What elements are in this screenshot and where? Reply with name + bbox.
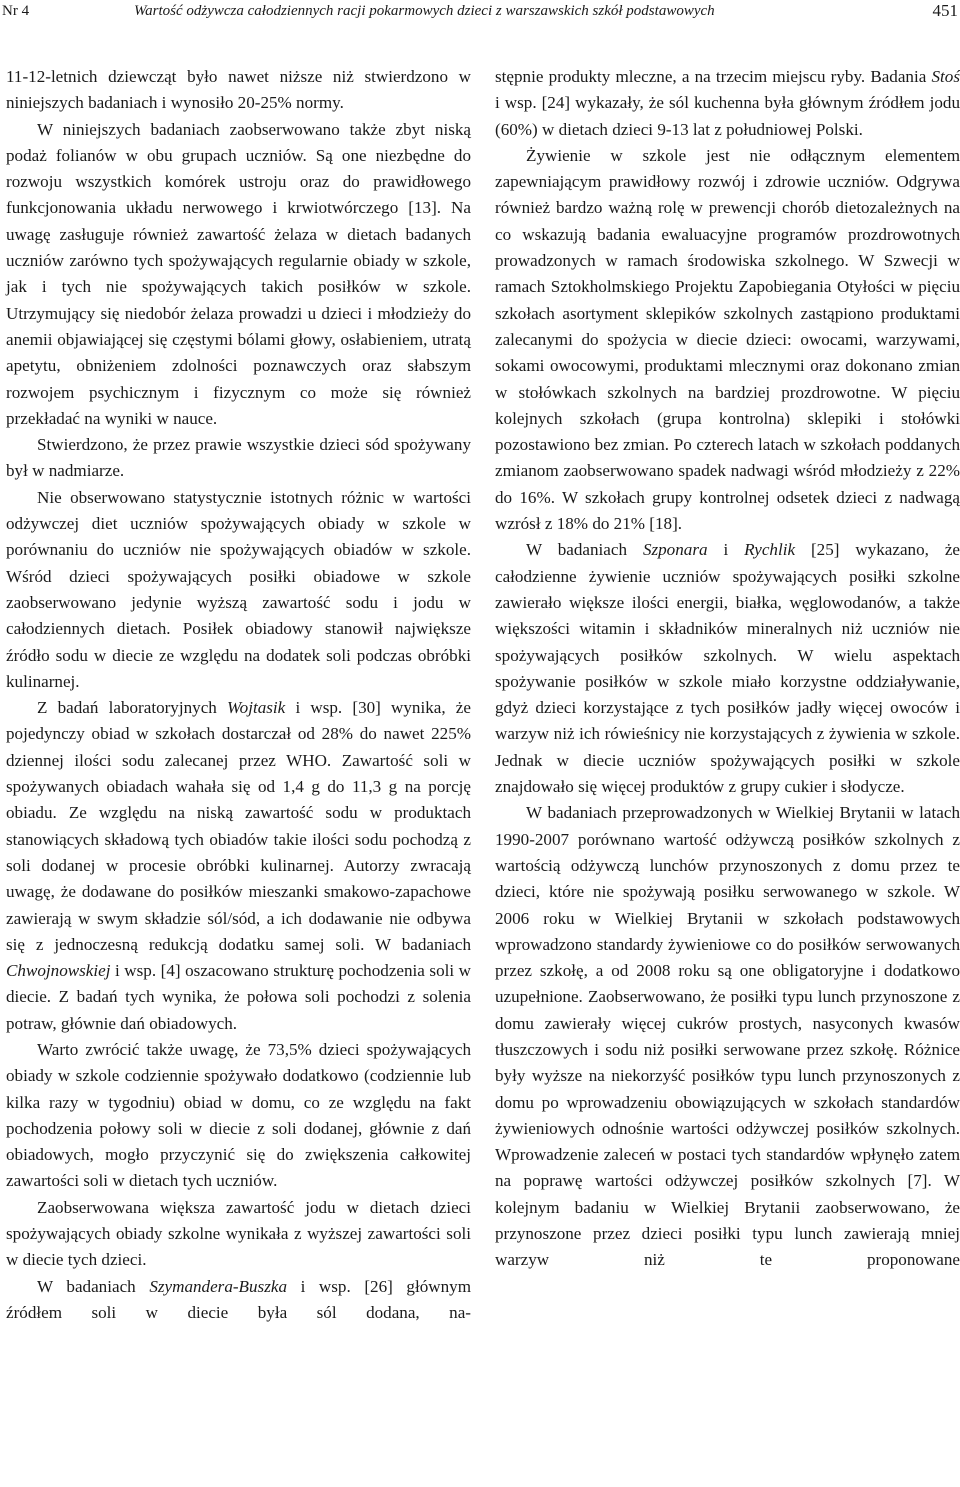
paragraph-text: i wsp. [4] oszacowano strukturę pochodzenia soli w diecie. Z badań tych wynika, że połowa soli pochodzi z solenia potraw, głównie dań obiadowych.: [6, 961, 471, 1033]
paragraph-text: Z badań laboratoryjnych: [37, 698, 228, 718]
author-citation: Stoś: [931, 67, 960, 86]
paragraph: [6, 695, 471, 1037]
page-header: [0, 0, 960, 22]
paragraph: [6, 1274, 471, 1327]
paragraph: Warto zwrócić także uwagę, że 73,5% dzieci spożywających obiady w szkole codziennie spożywało dodatkowo (codziennie lub kilka razy w tygodniu) obiad w domu, co ze względu na fakt pochodzenia połowy soli w diecie z soli dodanej, głównie z dań obiadowych, mogło przyczynić się do zwiększenia całkowitej zawartości soli w dietach tych uczniów.: [6, 1039, 471, 1191]
paragraph-text: stępnie produkty mleczne, a na trzecim miejscu ryby. Badania: [495, 67, 932, 86]
body-columns: [6, 64, 960, 1326]
page-number: 451: [932, 1, 958, 20]
author-citation: Szponara: [642, 540, 708, 560]
paragraph-text: i wsp. [30] wynika, że pojedynczy obiad w szkołach dostarczał od 28% do nawet 225% dziennej ilości sodu zalecanej przez WHO. Zawartość soli w spożywanych obiadach wahała się od 1,4 g do 11,3 g na porcję obiadu. Ze względu na niską zawartość sodu w produktach stanowiących składową tych obiadów takie ilości sodu pochodzą z soli dodanej w procesie obróbki kulinarnej. Autorzy zwracają uwagę, że dodawane do posiłków mieszanki smakowo-zapachowe zawierają w swym składzie sól/sód, a ich dodawanie nie odbywa się z jednoczesną redukcją dodatku samej soli. W badaniach: [6, 698, 471, 954]
paragraph-text: i wsp. [26] głównym źródłem soli w diecie była sól dodana, na-: [6, 1276, 471, 1322]
paragraph-text: [25] wykazano, że całodzienne żywienie uczniów spożywających posiłki szkolne zawierało większe ilości energii, białka, węglowodanów, a także większości witamin i składników mineralnych niż uczniów nie spożywających posiłków szkolnych. W wielu aspektach spożywanie posiłków w szkole miało korzystne oddziaływanie, gdyż dzieci korzystające z tych posiłków jadły więcej owoców i warzyw niż ich rówieśnicy nie korzystających z żywienia w szkole. Jednak w diecie uczniów spożywających posiłki w szkole znajdowało się więcej produktów z grupy cukier i słodycze.: [495, 540, 960, 797]
author-citation: Wojtasik: [227, 698, 286, 718]
paragraph-text: W badaniach: [526, 540, 643, 560]
author-citation: Szymandera-Buszka: [149, 1276, 287, 1296]
paragraph: Żywienie w szkole jest nie odłącznym elementem zapewniającym prawidłowy rozwój i zdrowie uczniów. Odgrywa również bardzo ważną rolę w prewencji chorób dietozależnych na co wskazują badania ewaluacyjne programów prozdrowotnych prowadzonych w ramach środowiska szkolnego. W Szwecji w ramach Sztokholmskiego Projektu Zapobiegania Otyłości w pięciu szkołach asortyment sklepików szkolnych zastąpiono produktami zalecanymi do spożycia w diecie dzieci: owocami, warzywami, sokami owocowymi, produktami mlecznymi oraz dokonano zmian w stołówkach szkolnych na bardziej prozdrowotne. W pięciu kolejnych szkołach (grupa kontrolna) sklepiki i stołówki pozostawiono bez zmian. Po czterech latach w szkołach poddanych zmianom zaobserwowano spadek nadwagi wśród młodzieży z 22% do 16%. W szkołach grupy kontrolnej odsetek dzieci z nadwagą wzrósł z 18% do 21% [18].: [495, 145, 960, 534]
paragraph-text: W badaniach: [37, 1276, 150, 1296]
paragraph: Zaobserwowana większa zawartość jodu w dietach dzieci spożywających obiady szkolne wynikała z wyższej zawartości soli w diecie tych dzieci.: [6, 1197, 471, 1270]
paragraph: Stwierdzono, że przez prawie wszystkie dzieci sód spożywany był w nadmiarze.: [6, 435, 471, 481]
author-citation: Rychlik: [744, 540, 796, 560]
paragraph: W niniejszych badaniach zaobserwowano także zbyt niską podaż folianów w obu grupach uczniów. Są one niezbędne do rozwoju wszystkich komórek ustroju oraz do prawidłowego funkcjonowania układu nerwowego i krwiotwórczego [13]. Na uwagę zasługuje również zawartość żelaza w dietach badanych uczniów zarówno tych spożywających regularnie obiady w szkole, jak i tych nie spożywających takich posiłków w szkole. Utrzymujący się niedobór żelaza prowadzi u dzieci i młodzieży do anemii objawiającej się częstymi bólami głowy, osłabieniem, utratą apetytu, obniżeniem zdolności poznawczych oraz słabszym rozwojem psychicznym i fizycznym co może się również przekładać na wyniki w nauce.: [6, 119, 471, 428]
author-citation: Chwojnowskiej: [6, 961, 111, 981]
paragraph: Nie obserwowano statystycznie istotnych różnic w wartości odżywczej diet uczniów spożywających obiady w szkole w porównaniu do uczniów nie spożywających obiadów w szkole. Wśród dzieci spożywających posiłki obiadowe w szkole zaobserwowano jedynie wyższą zawartość sodu i jodu w całodziennych dietach. Posiłek obiadowy stanowił największe źródło sodu w diecie ze względu na dodatek soli podczas obróbki kulinarnej.: [6, 487, 471, 691]
right-column: [495, 64, 960, 1326]
running-title: Wartość odżywcza całodziennych racji pokarmowych dzieci z warszawskich szkół podstawowych: [134, 3, 715, 19]
paragraph-text: i wsp. [24] wykazały, że sól kuchenna była głównym źródłem jodu (60%) w dietach dzieci 9-13 lat z południowej Polski.: [495, 93, 960, 139]
paragraph-text: i: [707, 540, 745, 560]
paragraph: [495, 64, 960, 143]
left-column: [6, 64, 471, 1326]
paragraph: [495, 537, 960, 800]
paragraph: W badaniach przeprowadzonych w Wielkiej Brytanii w latach 1990-2007 porównano wartość odżywczą posiłków szkolnych z wartością odżywczą lunchów przynoszonych z domu przez te dzieci, które nie spożywają posiłku serwowanego w szkole. W 2006 roku w Wielkiej Brytanii w szkołach podstawowych wprowadzono standardy żywieniowe co do posiłków serwowanych przez szkołę, a od 2008 roku są one obligatoryjne i dodatkowo uzupełnione. Zaobserwowano, że posiłki typu lunch przynoszone z domu zawierały więcej cukrów prostych, nasyconych kwasów tłuszczowych i sodu niż posiłki serwowane przez szkołę. Różnice były wyższe na niekorzyść posiłków typu lunch przynoszonych z domu po wprowadzeniu obowiązujących w szkołach standardów żywieniowych odnośnie wartości odżywczej posiłków szkolnych. Wprowadzenie zaleceń w postaci tych standardów wpłynęło zatem na poprawę wartości odżywczej posiłków szkolnych [7]. W kolejnym badaniu w Wielkiej Brytanii zaobserwowano, że przynoszone przez dzieci posiłki typu lunch zawierają mniej warzyw niż te proponowane: [495, 803, 960, 1270]
issue-number: Nr 4: [2, 3, 30, 19]
paragraph: 11-12-letnich dziewcząt było nawet niższe niż stwierdzono w niniejszych badaniach i wynosiło 20-25% normy.: [6, 67, 471, 113]
